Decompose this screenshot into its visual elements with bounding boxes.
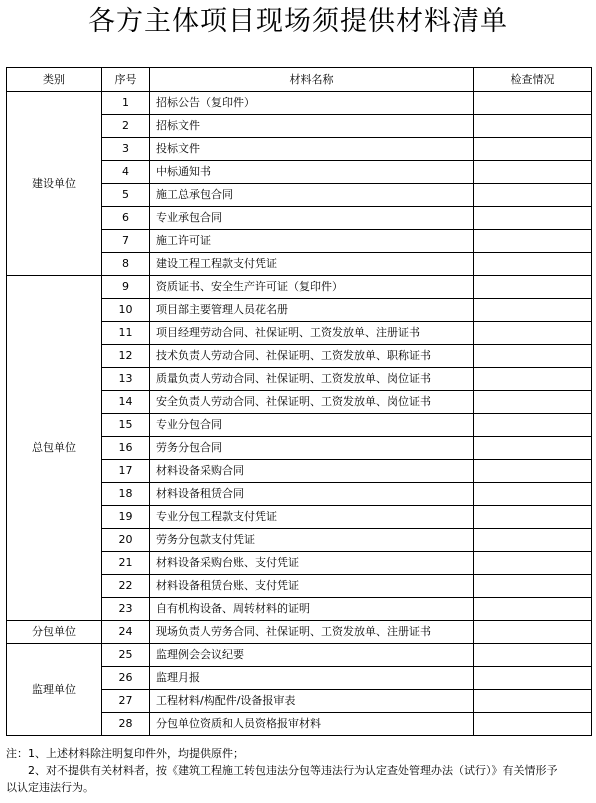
seq-cell: 1 bbox=[102, 92, 150, 115]
check-status-cell[interactable] bbox=[474, 368, 592, 391]
check-status-cell[interactable] bbox=[474, 161, 592, 184]
seq-cell: 20 bbox=[102, 529, 150, 552]
seq-cell: 14 bbox=[102, 391, 150, 414]
check-status-cell[interactable] bbox=[474, 667, 592, 690]
table-row bbox=[7, 276, 592, 299]
header-seq: 序号 bbox=[102, 68, 150, 92]
table-row bbox=[7, 92, 592, 115]
seq-cell: 10 bbox=[102, 299, 150, 322]
check-status-cell[interactable] bbox=[474, 437, 592, 460]
seq-cell: 23 bbox=[102, 598, 150, 621]
material-name-cell: 材料设备采购台账、支付凭证 bbox=[150, 552, 474, 575]
category-cell: 分包单位 bbox=[7, 621, 102, 644]
check-status-cell[interactable] bbox=[474, 207, 592, 230]
table-body bbox=[7, 92, 592, 736]
check-status-cell[interactable] bbox=[474, 690, 592, 713]
check-status-cell[interactable] bbox=[474, 253, 592, 276]
category-cell: 总包单位 bbox=[7, 276, 102, 621]
seq-cell: 28 bbox=[102, 713, 150, 736]
check-status-cell[interactable] bbox=[474, 598, 592, 621]
note-line-1: 注：1、上述材料除注明复印件外，均提供原件； bbox=[6, 747, 244, 760]
seq-cell: 12 bbox=[102, 345, 150, 368]
seq-cell: 6 bbox=[102, 207, 150, 230]
check-status-cell[interactable] bbox=[474, 621, 592, 644]
material-name-cell: 项目经理劳动合同、社保证明、工资发放单、注册证书 bbox=[150, 322, 474, 345]
check-status-cell[interactable] bbox=[474, 92, 592, 115]
material-name-cell: 技术负责人劳动合同、社保证明、工资发放单、职称证书 bbox=[150, 345, 474, 368]
check-status-cell[interactable] bbox=[474, 115, 592, 138]
check-status-cell[interactable] bbox=[474, 276, 592, 299]
seq-cell: 25 bbox=[102, 644, 150, 667]
seq-cell: 15 bbox=[102, 414, 150, 437]
check-status-cell[interactable] bbox=[474, 230, 592, 253]
seq-cell: 18 bbox=[102, 483, 150, 506]
seq-cell: 16 bbox=[102, 437, 150, 460]
material-name-cell: 建设工程工程款支付凭证 bbox=[150, 253, 474, 276]
table-row bbox=[7, 621, 592, 644]
check-status-cell[interactable] bbox=[474, 299, 592, 322]
page-title: 各方主体项目现场须提供材料清单 bbox=[88, 6, 508, 37]
notes bbox=[6, 745, 594, 796]
check-status-cell[interactable] bbox=[474, 345, 592, 368]
seq-cell: 17 bbox=[102, 460, 150, 483]
material-name-cell: 材料设备租赁台账、支付凭证 bbox=[150, 575, 474, 598]
material-name-cell: 材料设备租赁合同 bbox=[150, 483, 474, 506]
table-row bbox=[7, 644, 592, 667]
material-name-cell: 专业分包工程款支付凭证 bbox=[150, 506, 474, 529]
material-name-cell: 投标文件 bbox=[150, 138, 474, 161]
seq-cell: 9 bbox=[102, 276, 150, 299]
material-name-cell: 监理例会会议纪要 bbox=[150, 644, 474, 667]
material-name-cell: 自有机构设备、周转材料的证明 bbox=[150, 598, 474, 621]
material-name-cell: 招标公告（复印件） bbox=[150, 92, 474, 115]
header-check: 检查情况 bbox=[474, 68, 592, 92]
material-name-cell: 分包单位资质和人员资格报审材料 bbox=[150, 713, 474, 736]
material-name-cell: 资质证书、安全生产许可证（复印件） bbox=[150, 276, 474, 299]
check-status-cell[interactable] bbox=[474, 552, 592, 575]
material-name-cell: 项目部主要管理人员花名册 bbox=[150, 299, 474, 322]
check-status-cell[interactable] bbox=[474, 322, 592, 345]
seq-cell: 11 bbox=[102, 322, 150, 345]
seq-cell: 21 bbox=[102, 552, 150, 575]
check-status-cell[interactable] bbox=[474, 506, 592, 529]
check-status-cell[interactable] bbox=[474, 184, 592, 207]
header-name: 材料名称 bbox=[150, 68, 474, 92]
check-status-cell[interactable] bbox=[474, 644, 592, 667]
note-line-3: 以认定违法行为。 bbox=[6, 781, 94, 794]
seq-cell: 8 bbox=[102, 253, 150, 276]
note-line-2: 2、对不提供有关材料者，按《建筑工程施工转包违法分包等违法行为认定查处管理办法（试行）》有关情形予 bbox=[28, 764, 558, 777]
check-status-cell[interactable] bbox=[474, 483, 592, 506]
check-status-cell[interactable] bbox=[474, 713, 592, 736]
material-name-cell: 监理月报 bbox=[150, 667, 474, 690]
material-name-cell: 质量负责人劳动合同、社保证明、工资发放单、岗位证书 bbox=[150, 368, 474, 391]
materials-table bbox=[6, 67, 592, 736]
seq-cell: 13 bbox=[102, 368, 150, 391]
table-header-row bbox=[7, 68, 592, 92]
seq-cell: 7 bbox=[102, 230, 150, 253]
check-status-cell[interactable] bbox=[474, 391, 592, 414]
material-name-cell: 安全负责人劳动合同、社保证明、工资发放单、岗位证书 bbox=[150, 391, 474, 414]
material-name-cell: 招标文件 bbox=[150, 115, 474, 138]
seq-cell: 22 bbox=[102, 575, 150, 598]
material-name-cell: 劳务分包款支付凭证 bbox=[150, 529, 474, 552]
check-status-cell[interactable] bbox=[474, 138, 592, 161]
check-status-cell[interactable] bbox=[474, 575, 592, 598]
seq-cell: 2 bbox=[102, 115, 150, 138]
header-category: 类别 bbox=[7, 68, 102, 92]
material-name-cell: 专业分包合同 bbox=[150, 414, 474, 437]
material-name-cell: 劳务分包合同 bbox=[150, 437, 474, 460]
seq-cell: 5 bbox=[102, 184, 150, 207]
check-status-cell[interactable] bbox=[474, 460, 592, 483]
category-cell: 监理单位 bbox=[7, 644, 102, 736]
check-status-cell[interactable] bbox=[474, 529, 592, 552]
material-name-cell: 工程材料/构配件/设备报审表 bbox=[150, 690, 474, 713]
seq-cell: 26 bbox=[102, 667, 150, 690]
seq-cell: 27 bbox=[102, 690, 150, 713]
seq-cell: 4 bbox=[102, 161, 150, 184]
material-name-cell: 中标通知书 bbox=[150, 161, 474, 184]
check-status-cell[interactable] bbox=[474, 414, 592, 437]
material-name-cell: 施工总承包合同 bbox=[150, 184, 474, 207]
seq-cell: 3 bbox=[102, 138, 150, 161]
material-name-cell: 施工许可证 bbox=[150, 230, 474, 253]
category-cell: 建设单位 bbox=[7, 92, 102, 276]
seq-cell: 19 bbox=[102, 506, 150, 529]
material-name-cell: 材料设备采购合同 bbox=[150, 460, 474, 483]
material-name-cell: 现场负责人劳务合同、社保证明、工资发放单、注册证书 bbox=[150, 621, 474, 644]
material-name-cell: 专业承包合同 bbox=[150, 207, 474, 230]
seq-cell: 24 bbox=[102, 621, 150, 644]
